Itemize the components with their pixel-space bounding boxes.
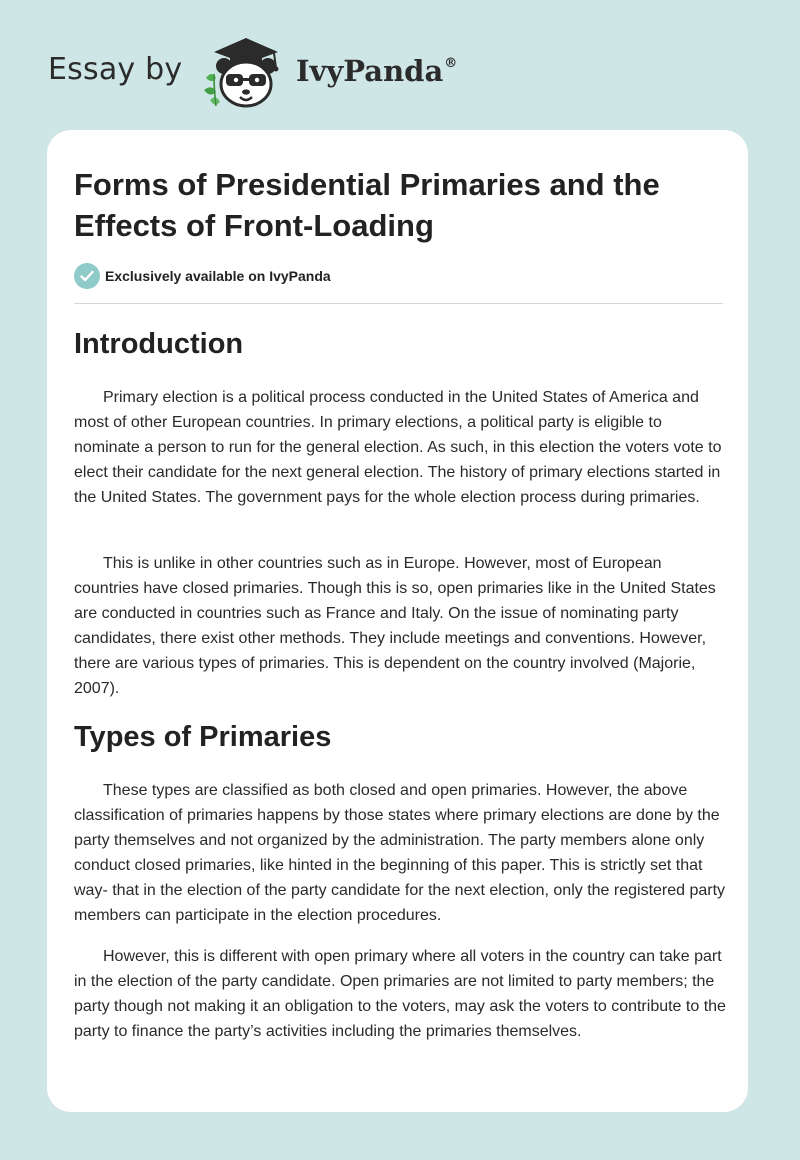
paragraph: This is unlike in other countries such as in Europe. However, most of European countries have closed primaries. Though this is so, open primaries like in the United States are conducted in countries such as France and Italy. On the issue of nominating party candidates, there exist other methods. They include meetings and conventions. However, there are various types of primaries. This is dependent on the country involved (Majorie, 2007). <box>74 555 716 697</box>
section-heading-types-of-primaries: Types of Primaries <box>74 721 332 753</box>
paragraph: However, this is different with open primary where all voters in the country can take part in the election of the party candidate. Open primaries are not limited to party members; the party though not making it an obligation to the voters, may ask the voters to contribute to the party to finance the party’s activities including the primaries themselves. <box>74 948 726 1040</box>
site-header <box>0 0 800 130</box>
registered-mark: ® <box>444 56 458 71</box>
essay-card <box>47 130 748 1112</box>
paragraph: Primary election is a political process conducted in the United States of America and most of other European countries. In primary elections, a political party is eligible to nominate a person to run for the general election. As such, in this election the voters vote to elect their candidate for the next general election. The history of primary elections started in the United States. The government pays for the whole election process during primaries. <box>74 389 722 506</box>
brand-name[interactable]: IvyPanda® <box>296 54 458 88</box>
ivy-leaf-icon <box>204 74 220 106</box>
essay-by-label: Essay by <box>48 52 183 87</box>
page-title: Forms of Presidential Primaries and the Effects of Front-Loading <box>74 167 660 243</box>
ivypanda-logo-icon[interactable] <box>200 34 292 110</box>
section-heading-introduction: Introduction <box>74 328 244 360</box>
badge-label: Exclusively available on IvyPanda <box>105 268 331 284</box>
check-icon <box>74 263 100 289</box>
paragraph: These types are classified as both closed and open primaries. However, the above classification of primaries happens by those states where primary elections are done by the party themselves and not organized by the administration. The party members alone only conduct closed primaries, like hinted in the beginning of this paper. This is strictly set that way- that in the election of the party candidate for the next election, only the registered party members can participate in the election procedures. <box>74 782 726 924</box>
exclusive-badge <box>74 263 331 289</box>
divider <box>74 303 723 304</box>
